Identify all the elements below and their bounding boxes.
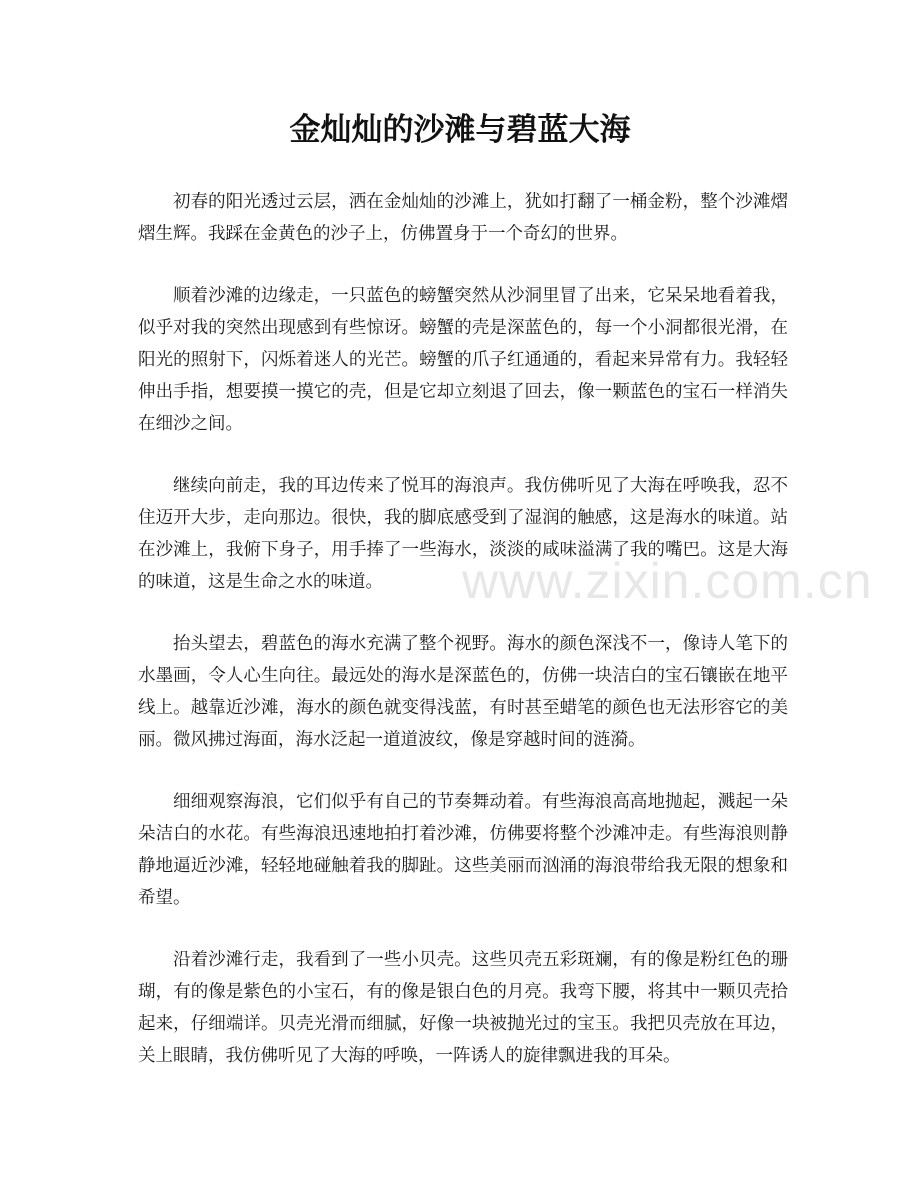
paragraph-2: 顺着沙滩的边缘走，一只蓝色的螃蟹突然从沙洞里冒了出来，它呆呆地看着我，似乎对我的突然出现感到有些惊讶。螃蟹的壳是深蓝色的，每一个小洞都很光滑，在阳光的照射下，闪烁着迷人的光芒。螃蟹的爪子红通通的，看起来异常有力。我轻轻伸出手指，想要摸一摸它的壳，但是它却立刻退了回去，像一颗蓝色的宝石一样消失在细沙之间。 <box>138 286 788 434</box>
document-body <box>138 186 788 1102</box>
document-title: 金灿灿的沙滩与碧蓝大海 <box>289 112 631 148</box>
paragraph-1: 初春的阳光透过云层，洒在金灿灿的沙滩上，犹如打翻了一桶金粉，整个沙滩熠熠生辉。我踩在金黄色的沙子上，仿佛置身于一个奇幻的世界。 <box>138 192 788 244</box>
paragraph-3: 继续向前走，我的耳边传来了悦耳的海浪声。我仿佛听见了大海在呼唤我，忍不住迈开大步，走向那边。很快，我的脚底感受到了湿润的触感，这是海水的味道。站在沙滩上，我俯下身子，用手捧了一些海水，淡淡的咸味溢满了我的嘴巴。这是大海的味道，这是生命之水的味道。 <box>138 476 788 592</box>
paragraph-4: 抬头望去，碧蓝色的海水充满了整个视野。海水的颜色深浅不一，像诗人笔下的水墨画，令人心生向往。最远处的海水是深蓝色的，仿佛一块洁白的宝石镶嵌在地平线上。越靠近沙滩，海水的颜色就变得浅蓝，有时甚至蜡笔的颜色也无法形容它的美丽。微风拂过海面，海水泛起一道道波纹，像是穿越时间的涟漪。 <box>138 634 788 750</box>
watermark: www.zixin.com.cn <box>462 553 873 609</box>
paragraph-6: 沿着沙滩行走，我看到了一些小贝壳。这些贝壳五彩斑斓，有的像是粉红色的珊瑚，有的像是紫色的小宝石，有的像是银白色的月亮。我弯下腰，将其中一颗贝壳拾起来，仔细端详。贝壳光滑而细腻，好像一块被抛光过的宝玉。我把贝壳放在耳边，关上眼睛，我仿佛听见了大海的呼唤，一阵诱人的旋律飘进我的耳朵。 <box>138 950 788 1066</box>
paragraph-5: 细细观察海浪，它们似乎有自己的节奏舞动着。有些海浪高高地抛起，溅起一朵朵洁白的水花。有些海浪迅速地拍打着沙滩，仿佛要将整个沙滩冲走。有些海浪则静静地逼近沙滩，轻轻地碰触着我的脚趾。这些美丽而汹涌的海浪带给我无限的想象和希望。 <box>138 792 788 908</box>
